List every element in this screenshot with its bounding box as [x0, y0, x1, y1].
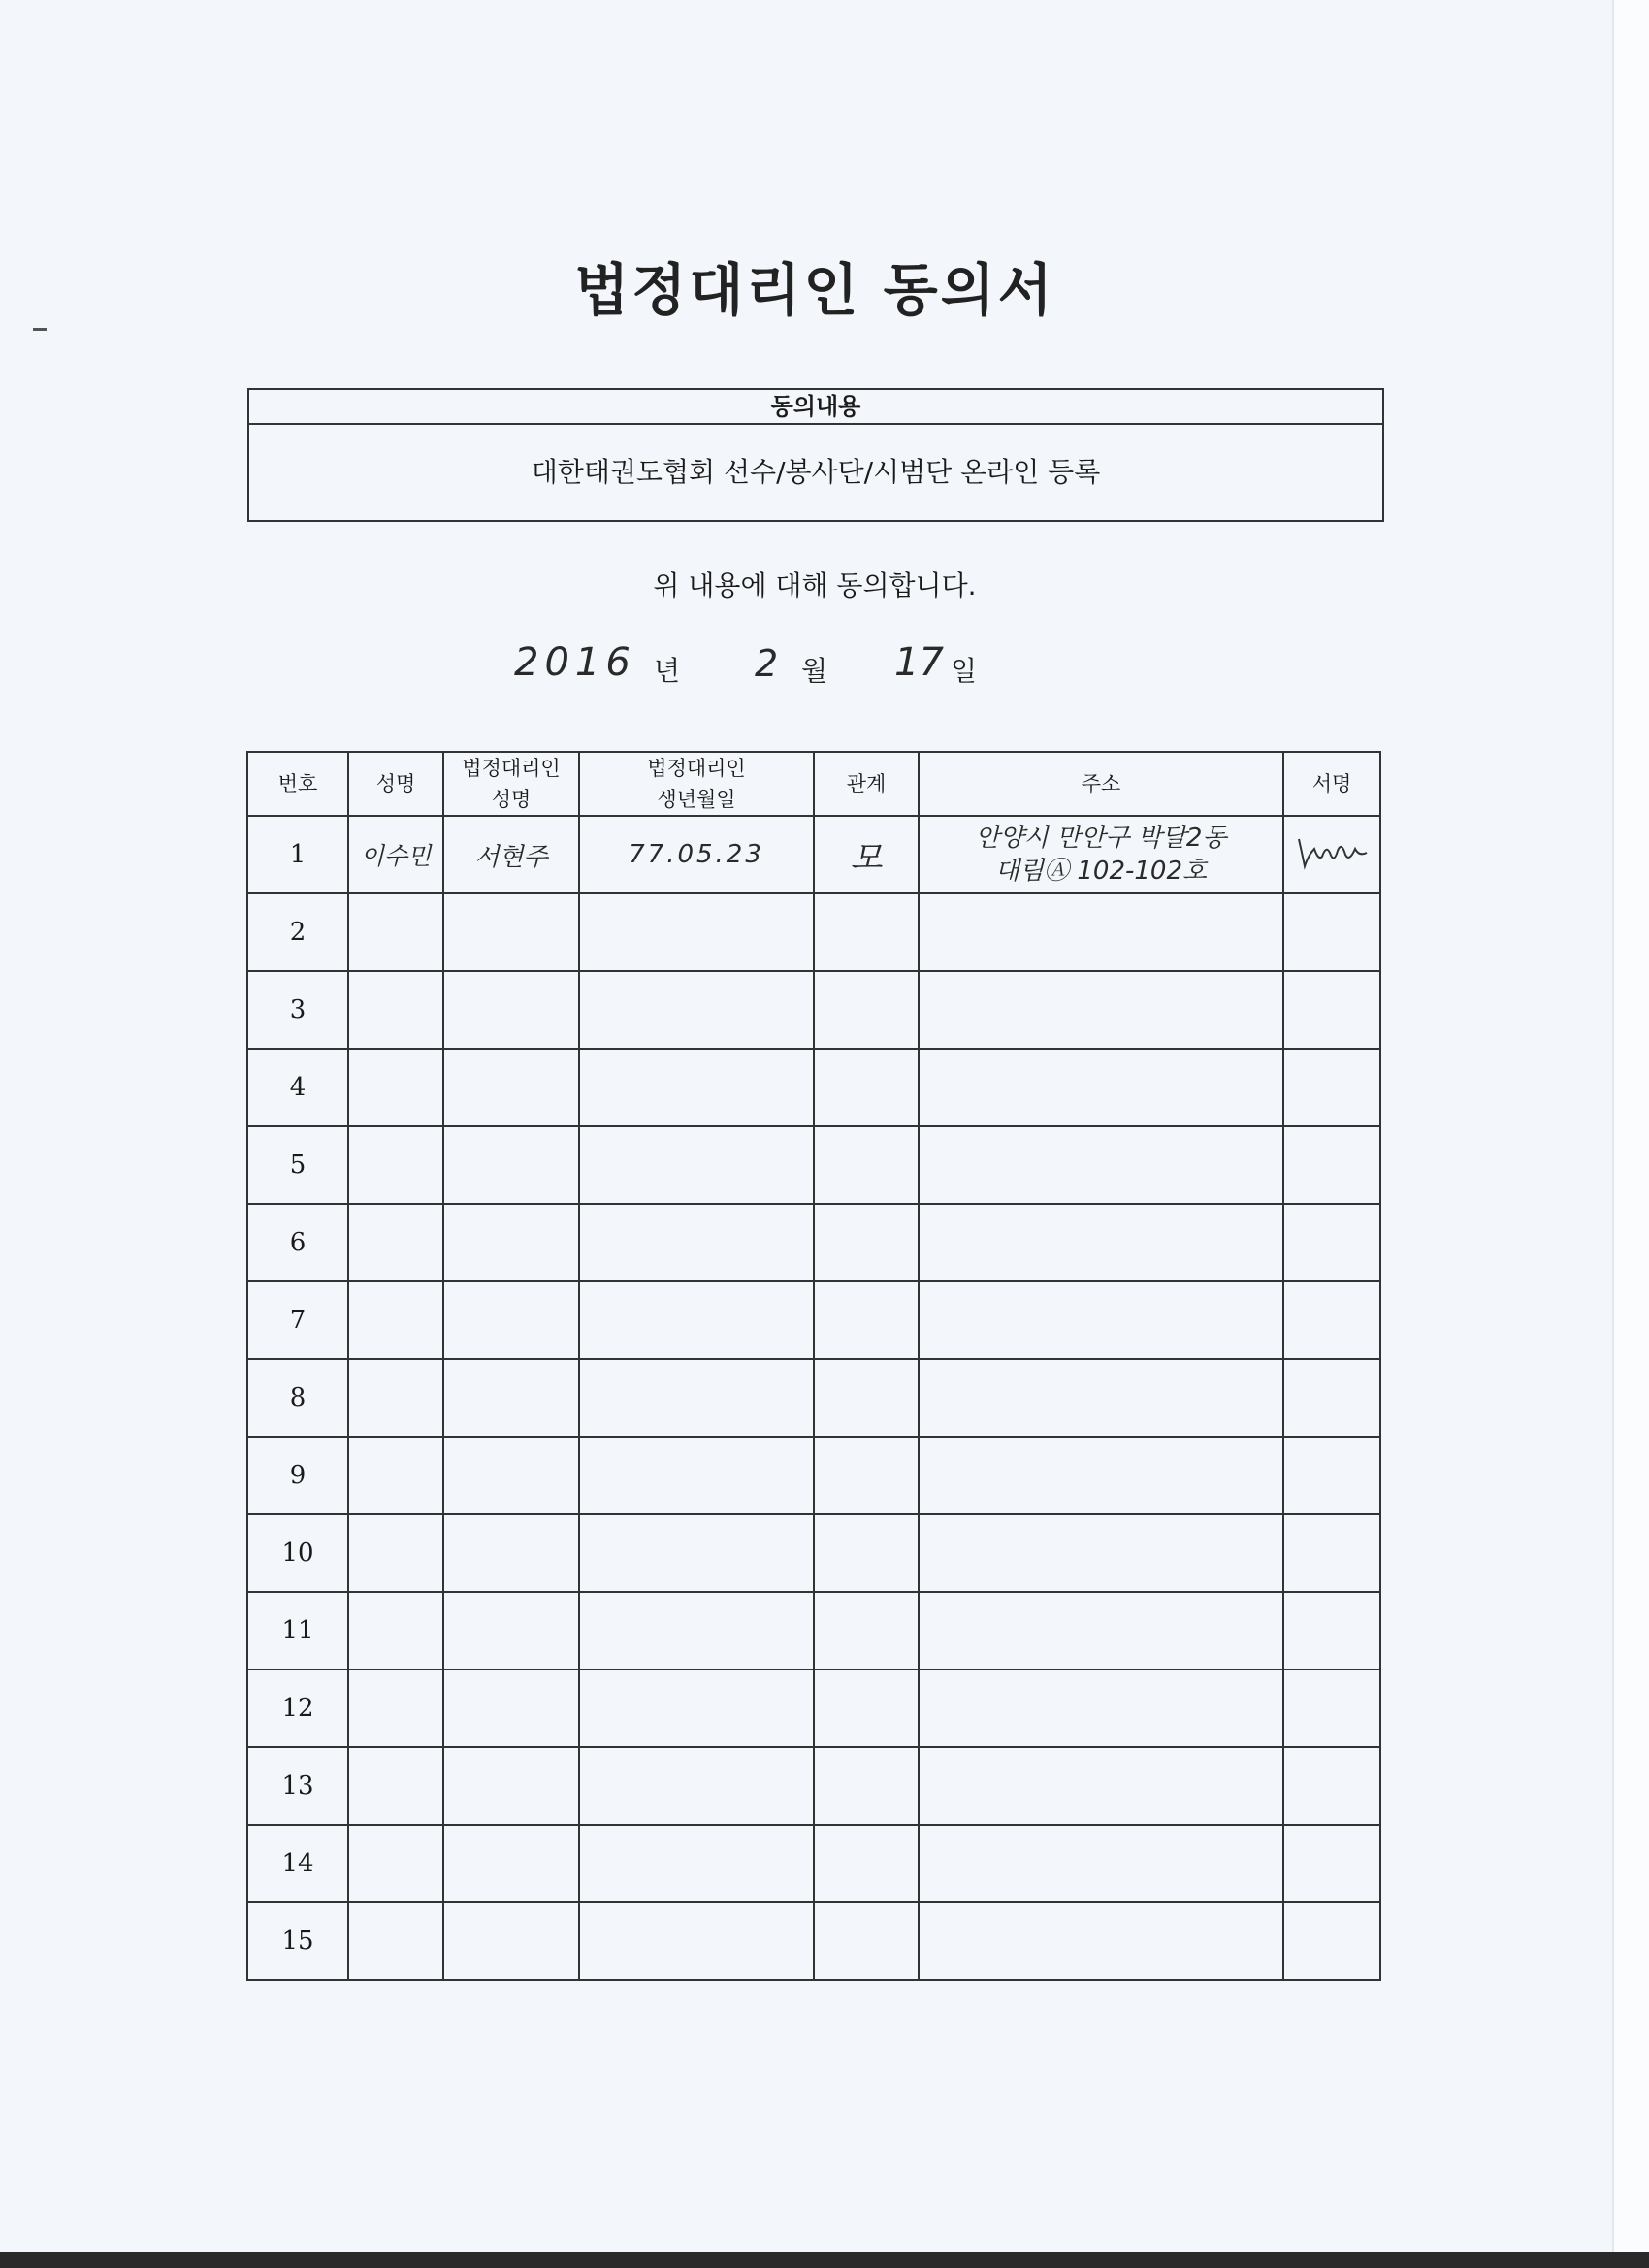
- row-address: [919, 893, 1283, 971]
- row-number: 9: [247, 1437, 348, 1514]
- row-signature: [1283, 1049, 1380, 1126]
- date-day: 17: [894, 640, 944, 685]
- row-number: 5: [247, 1126, 348, 1204]
- row-number: 1: [247, 816, 348, 893]
- row-relation: [814, 971, 919, 1049]
- row-number: 6: [247, 1204, 348, 1281]
- row-guardian-name: [443, 1204, 579, 1281]
- page-edge: [1612, 0, 1649, 2268]
- row-name: [348, 1902, 443, 1980]
- row-address: [919, 1747, 1283, 1825]
- row-relation: [814, 1825, 919, 1902]
- row-relation: [814, 1437, 919, 1514]
- row-name: [348, 1437, 443, 1514]
- scan-border: [0, 2252, 1649, 2268]
- table-row: [247, 1592, 1380, 1669]
- row-name: [348, 1825, 443, 1902]
- signature-mark: [1293, 827, 1371, 876]
- table-row: [247, 1359, 1380, 1437]
- row-signature: [1283, 816, 1380, 893]
- row-relation: [814, 1281, 919, 1359]
- row-name: [348, 893, 443, 971]
- row-address: [919, 1825, 1283, 1902]
- row-name: [348, 1281, 443, 1359]
- row-guardian-name: [443, 1049, 579, 1126]
- row-address: [919, 1669, 1283, 1747]
- table-row: [247, 816, 1380, 893]
- header-signature: 서명: [1283, 752, 1380, 816]
- row-guardian-name: [443, 1825, 579, 1902]
- date-year-label: 년: [654, 655, 681, 687]
- row-name: [348, 1049, 443, 1126]
- date-line: [514, 636, 1096, 695]
- row-guardian-name: [443, 1669, 579, 1747]
- row-guardian-name: [443, 1592, 579, 1669]
- row-guardian-birth: [579, 1204, 814, 1281]
- row-number: 15: [247, 1902, 348, 1980]
- row-number: 2: [247, 893, 348, 971]
- header-guardian-name: [443, 752, 579, 816]
- row-number: 14: [247, 1825, 348, 1902]
- row-relation: [814, 1902, 919, 1980]
- row-name: [348, 1747, 443, 1825]
- row-signature: [1283, 1514, 1380, 1592]
- table-row: [247, 1825, 1380, 1902]
- row-guardian-name: [443, 1437, 579, 1514]
- row-relation: [814, 1359, 919, 1437]
- row-signature: [1283, 971, 1380, 1049]
- row-guardian-birth: [579, 1514, 814, 1592]
- row-address: [919, 1437, 1283, 1514]
- row-guardian-name: [443, 1902, 579, 1980]
- row-relation: 모: [814, 816, 919, 893]
- table-row: [247, 1204, 1380, 1281]
- row-guardian-birth: [579, 1281, 814, 1359]
- row-address: [919, 1902, 1283, 1980]
- row-guardian-birth: [579, 1669, 814, 1747]
- header-guardian-birth: [579, 752, 814, 816]
- row-guardian-birth: [579, 1747, 814, 1825]
- row-address: [919, 1592, 1283, 1669]
- row-relation: [814, 1592, 919, 1669]
- row-guardian-birth: [579, 893, 814, 971]
- header-relation: 관계: [814, 752, 919, 816]
- row-guardian-birth: [579, 1359, 814, 1437]
- row-guardian-name: [443, 1126, 579, 1204]
- row-number: 13: [247, 1747, 348, 1825]
- row-guardian-name: [443, 971, 579, 1049]
- table-row: [247, 893, 1380, 971]
- date-year: 2016: [514, 640, 636, 685]
- row-address: [919, 971, 1283, 1049]
- row-address: [919, 1281, 1283, 1359]
- row-name: [348, 1592, 443, 1669]
- row-signature: [1283, 1747, 1380, 1825]
- row-name: 이수민: [348, 816, 443, 893]
- row-address: [919, 1514, 1283, 1592]
- row-number: 3: [247, 971, 348, 1049]
- table-row: [247, 1049, 1380, 1126]
- row-signature: [1283, 1281, 1380, 1359]
- row-guardian-birth: [579, 1592, 814, 1669]
- row-address-line2: 대림Ⓐ 102-102호: [994, 857, 1208, 886]
- row-name: [348, 1359, 443, 1437]
- row-relation: [814, 1049, 919, 1126]
- scan-mark: [33, 328, 47, 331]
- document-title: 법정대리인 동의서: [574, 257, 1055, 323]
- row-name: [348, 971, 443, 1049]
- row-signature: [1283, 893, 1380, 971]
- table-row: [247, 1902, 1380, 1980]
- date-month-label: 월: [801, 655, 828, 687]
- table-row: [247, 1437, 1380, 1514]
- row-name: [348, 1126, 443, 1204]
- row-number: 11: [247, 1592, 348, 1669]
- row-address: [919, 816, 1283, 893]
- table-row: [247, 971, 1380, 1049]
- row-address-line1: 안양시 만안구 박달2동: [975, 824, 1227, 853]
- row-number: 8: [247, 1359, 348, 1437]
- consent-content: 대한태권도협회 선수/봉사단/시범단 온라인 등록: [531, 456, 1101, 488]
- row-relation: [814, 1514, 919, 1592]
- table-row: [247, 1514, 1380, 1592]
- row-relation: [814, 893, 919, 971]
- row-guardian-birth: [579, 971, 814, 1049]
- date-month: 2: [755, 642, 779, 685]
- row-signature: [1283, 1126, 1380, 1204]
- header-guardian-birth-line1: 법정대리인: [647, 757, 746, 780]
- table-row: [247, 1281, 1380, 1359]
- row-signature: [1283, 1592, 1380, 1669]
- row-guardian-name: [443, 1281, 579, 1359]
- header-guardian-name-line2: 성명: [491, 788, 532, 811]
- table-header-row: [247, 752, 1380, 816]
- row-address: [919, 1204, 1283, 1281]
- row-guardian-birth: [579, 1902, 814, 1980]
- row-guardian-birth: [579, 1126, 814, 1204]
- table-row: [247, 1747, 1380, 1825]
- row-name: [348, 1669, 443, 1747]
- agreement-text: 위 내용에 대해 동의합니다.: [653, 569, 977, 601]
- date-day-label: 일: [951, 655, 978, 687]
- row-number: 4: [247, 1049, 348, 1126]
- row-signature: [1283, 1669, 1380, 1747]
- header-guardian-name-line1: 법정대리인: [462, 757, 561, 780]
- table-row: [247, 1669, 1380, 1747]
- row-relation: [814, 1669, 919, 1747]
- row-number: 10: [247, 1514, 348, 1592]
- row-guardian-birth: [579, 1049, 814, 1126]
- row-guardian-name: [443, 1514, 579, 1592]
- row-signature: [1283, 1902, 1380, 1980]
- row-name: [348, 1514, 443, 1592]
- row-guardian-name: 서현주: [443, 816, 579, 893]
- row-guardian-birth: [579, 1437, 814, 1514]
- row-number: 7: [247, 1281, 348, 1359]
- row-address: [919, 1359, 1283, 1437]
- row-signature: [1283, 1825, 1380, 1902]
- row-address: [919, 1049, 1283, 1126]
- row-relation: [814, 1126, 919, 1204]
- row-guardian-birth: [579, 1825, 814, 1902]
- row-guardian-name: [443, 1747, 579, 1825]
- row-relation: [814, 1204, 919, 1281]
- row-signature: [1283, 1437, 1380, 1514]
- header-guardian-birth-line2: 생년월일: [657, 788, 736, 811]
- row-address: [919, 1126, 1283, 1204]
- row-guardian-name: [443, 1359, 579, 1437]
- header-number: 번호: [247, 752, 348, 816]
- row-relation: [814, 1747, 919, 1825]
- row-guardian-name: [443, 893, 579, 971]
- header-address: 주소: [919, 752, 1283, 816]
- row-name: [348, 1204, 443, 1281]
- registration-table: [246, 751, 1381, 1981]
- row-guardian-birth: 77.05.23: [579, 816, 814, 893]
- row-number: 12: [247, 1669, 348, 1747]
- row-signature: [1283, 1204, 1380, 1281]
- row-signature: [1283, 1359, 1380, 1437]
- consent-box: [247, 388, 1384, 522]
- consent-heading: 동의내용: [249, 390, 1382, 425]
- header-name: 성명: [348, 752, 443, 816]
- table-row: [247, 1126, 1380, 1204]
